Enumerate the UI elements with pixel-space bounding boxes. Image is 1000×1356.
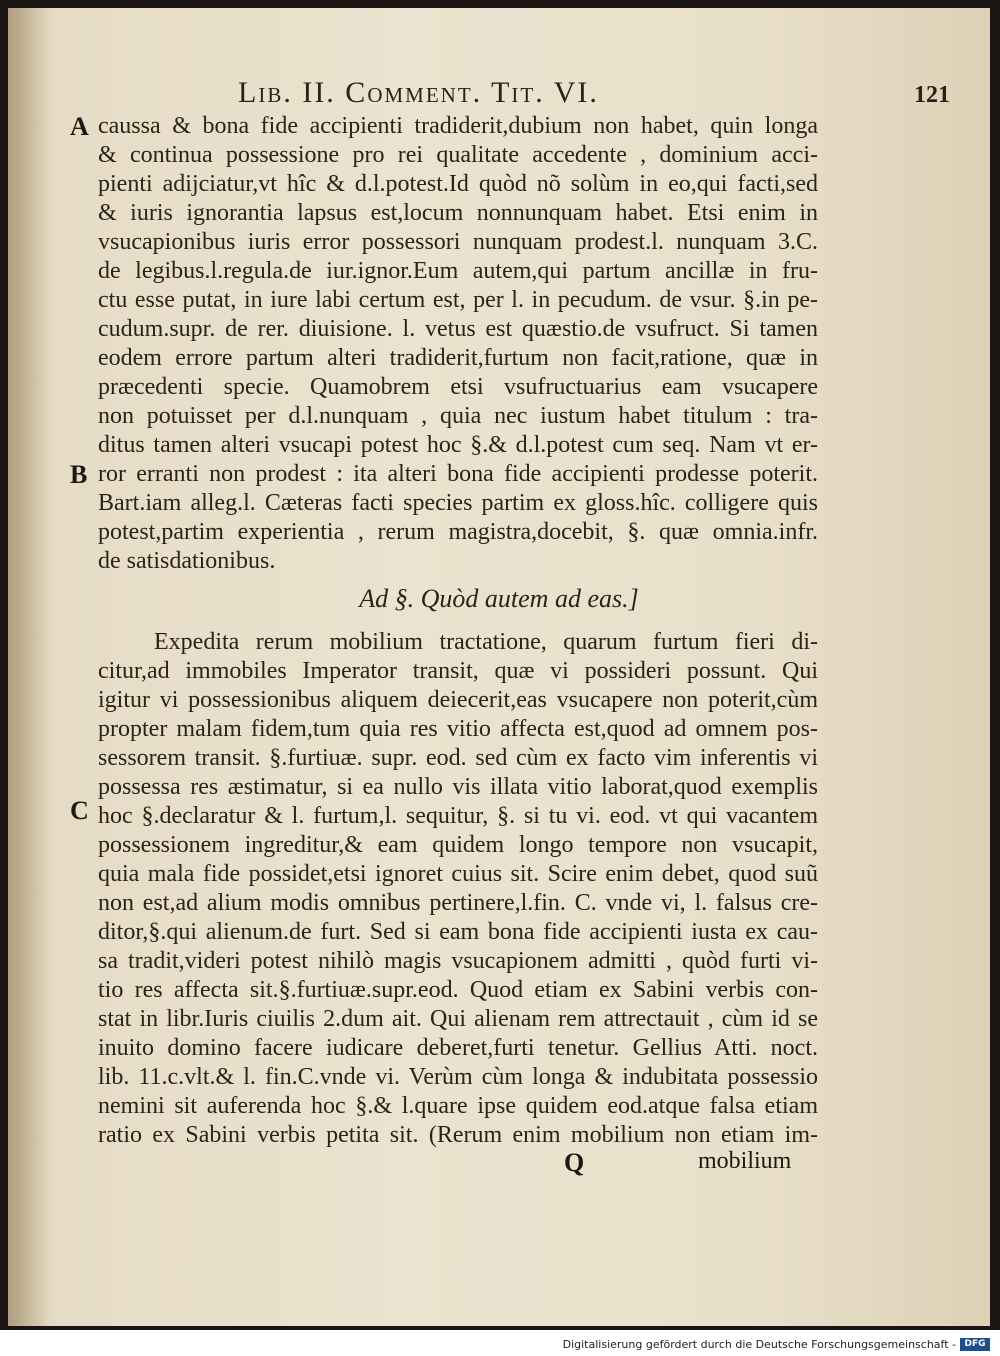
text-line: & continua possessione pro rei qualitate accedente , dominium acci-: [98, 142, 818, 168]
text-line: potest,partim experientia , rerum magistra,docebit, §. quæ omnia.infr.: [98, 519, 818, 545]
text-line: hoc §.declaratur & l. furtum,l. sequitur, §. si tu vi. eod. vt qui vacantem: [98, 803, 818, 829]
text-line: sa tradit,videri potest nihilò magis vsucapionem admitti , quòd furti vi-: [98, 948, 818, 974]
text-line: de satisdationibus.: [98, 548, 276, 574]
text-line: citur,ad immobiles Imperator transit, quæ vi possideri possunt. Qui: [98, 658, 818, 684]
margin-letter-b: B: [70, 460, 88, 489]
text-line: ditus tamen alteri vsucapi potest hoc §.& d.l.potest cum seq. Nam vt er-: [98, 432, 818, 458]
text-line: non est,ad alium modis omnibus pertinere,l.fin. C. vnde vi, l. falsus cre-: [98, 890, 818, 916]
text-line: nemini sit auferenda hoc §.& l.quare ipse quidem eod.atque falsa etiam: [98, 1093, 818, 1119]
text-line: ror erranti non prodest : ita alteri bona fide accipienti prodesse poterit.: [98, 461, 818, 487]
text-line: ratio ex Sabini verbis petita sit. (Rerum enim mobilium non etiam im-: [98, 1122, 818, 1148]
text-line: ctu esse putat, in iure labi certum est, per l. in pecudum. de vsur. §.in pe-: [98, 287, 818, 313]
book-page: [8, 8, 990, 1326]
dfg-logo: DFG: [960, 1338, 990, 1351]
margin-letter-c: C: [70, 796, 89, 825]
text-line: possessa res æstimatur, si ea nullo vis illata vitio laborat,quod exemplis: [98, 774, 818, 800]
text-block-1: [98, 112, 818, 576]
section-heading: Ad §. Quòd autem ad eas.]: [359, 584, 639, 613]
text-line: possessionem ingreditur,& eam quidem longo tempore non vsucapit,: [98, 832, 818, 858]
text-line: & iuris ignorantia lapsus est,locum nonnunquam habet. Etsi enim in: [98, 200, 818, 226]
text-block-2: [98, 628, 818, 1150]
text-line: quia mala fide possidet,etsi ignoret cuius sit. Scire enim debet, quod suũ: [98, 861, 818, 887]
text-line: lib. 11.c.vlt.& l. fin.C.vnde vi. Verùm cùm longa & indubitata possessio: [98, 1064, 818, 1090]
text-line: vsucapionibus iuris error possessori nunquam prodest.l. nunquam 3.C.: [98, 229, 818, 255]
page-number: 121: [914, 82, 950, 108]
footer-credit: Digitalisierung gefördert durch die Deutsche Forschungsgemeinschaft -: [562, 1338, 956, 1351]
text-line: inuito domino facere iudicare deberet,furti tenetur. Gellius Atti. noct.: [98, 1035, 818, 1061]
text-line: stat in libr.Iuris ciuilis 2.dum ait. Qui alienam rem attrectauit , cùm id se: [98, 1006, 818, 1032]
text-line: caussa & bona fide accipienti tradiderit,dubium non habet, quin longa: [98, 113, 818, 139]
text-line: tio res affecta sit.§.furtiuæ.supr.eod. Quod etiam ex Sabini verbis con-: [98, 977, 818, 1003]
running-head: Lib. II. Comment. Tit. VI.: [238, 76, 599, 109]
text-line: cudum.supr. de rer. diuisione. l. vetus est quæstio.de vsufruct. Si tamen: [98, 316, 818, 342]
margin-letter-a: A: [70, 112, 89, 141]
text-line: propter malam fidem,tum quia res vitio affecta est,quod ad omnem pos-: [98, 716, 818, 742]
text-line: sessorem transit. §.furtiuæ. supr. eod. sed cùm ex facto vim inferentis vi: [98, 745, 818, 771]
text-line: pienti adijciatur,vt hîc & d.l.potest.Id quòd nõ solùm in eo,qui facti,sed: [98, 171, 818, 197]
text-line: eodem errore partum alteri tradiderit,furtum non facit,ratione, quæ in: [98, 345, 818, 371]
catchword: mobilium: [698, 1148, 792, 1174]
text-line: ditor,§.qui alienum.de furt. Sed si eam bona fide accipienti iusta ex cau-: [98, 919, 818, 945]
page-header: [238, 76, 950, 116]
text-line: Expedita rerum mobilium tractatione, quarum furtum fieri di-: [154, 629, 818, 655]
catchword-letter: Q: [564, 1148, 585, 1177]
text-line: non potuisset per d.l.nunquam , quia nec iustum habet titulum : tra-: [98, 403, 818, 429]
text-line: Bart.iam alleg.l. Cæteras facti species partim ex gloss.hîc. colligere quis: [98, 490, 818, 516]
text-line: igitur vi possessionibus aliquem deiecerit,eas vsucapere non poterit,cùm: [98, 687, 818, 713]
text-line: præcedenti specie. Quamobrem etsi vsufructuarius eam vsucapere: [98, 374, 818, 400]
text-line: de legibus.l.regula.de iur.ignor.Eum autem,qui partum ancillæ in fru-: [98, 258, 818, 284]
footer: [0, 1334, 1000, 1356]
